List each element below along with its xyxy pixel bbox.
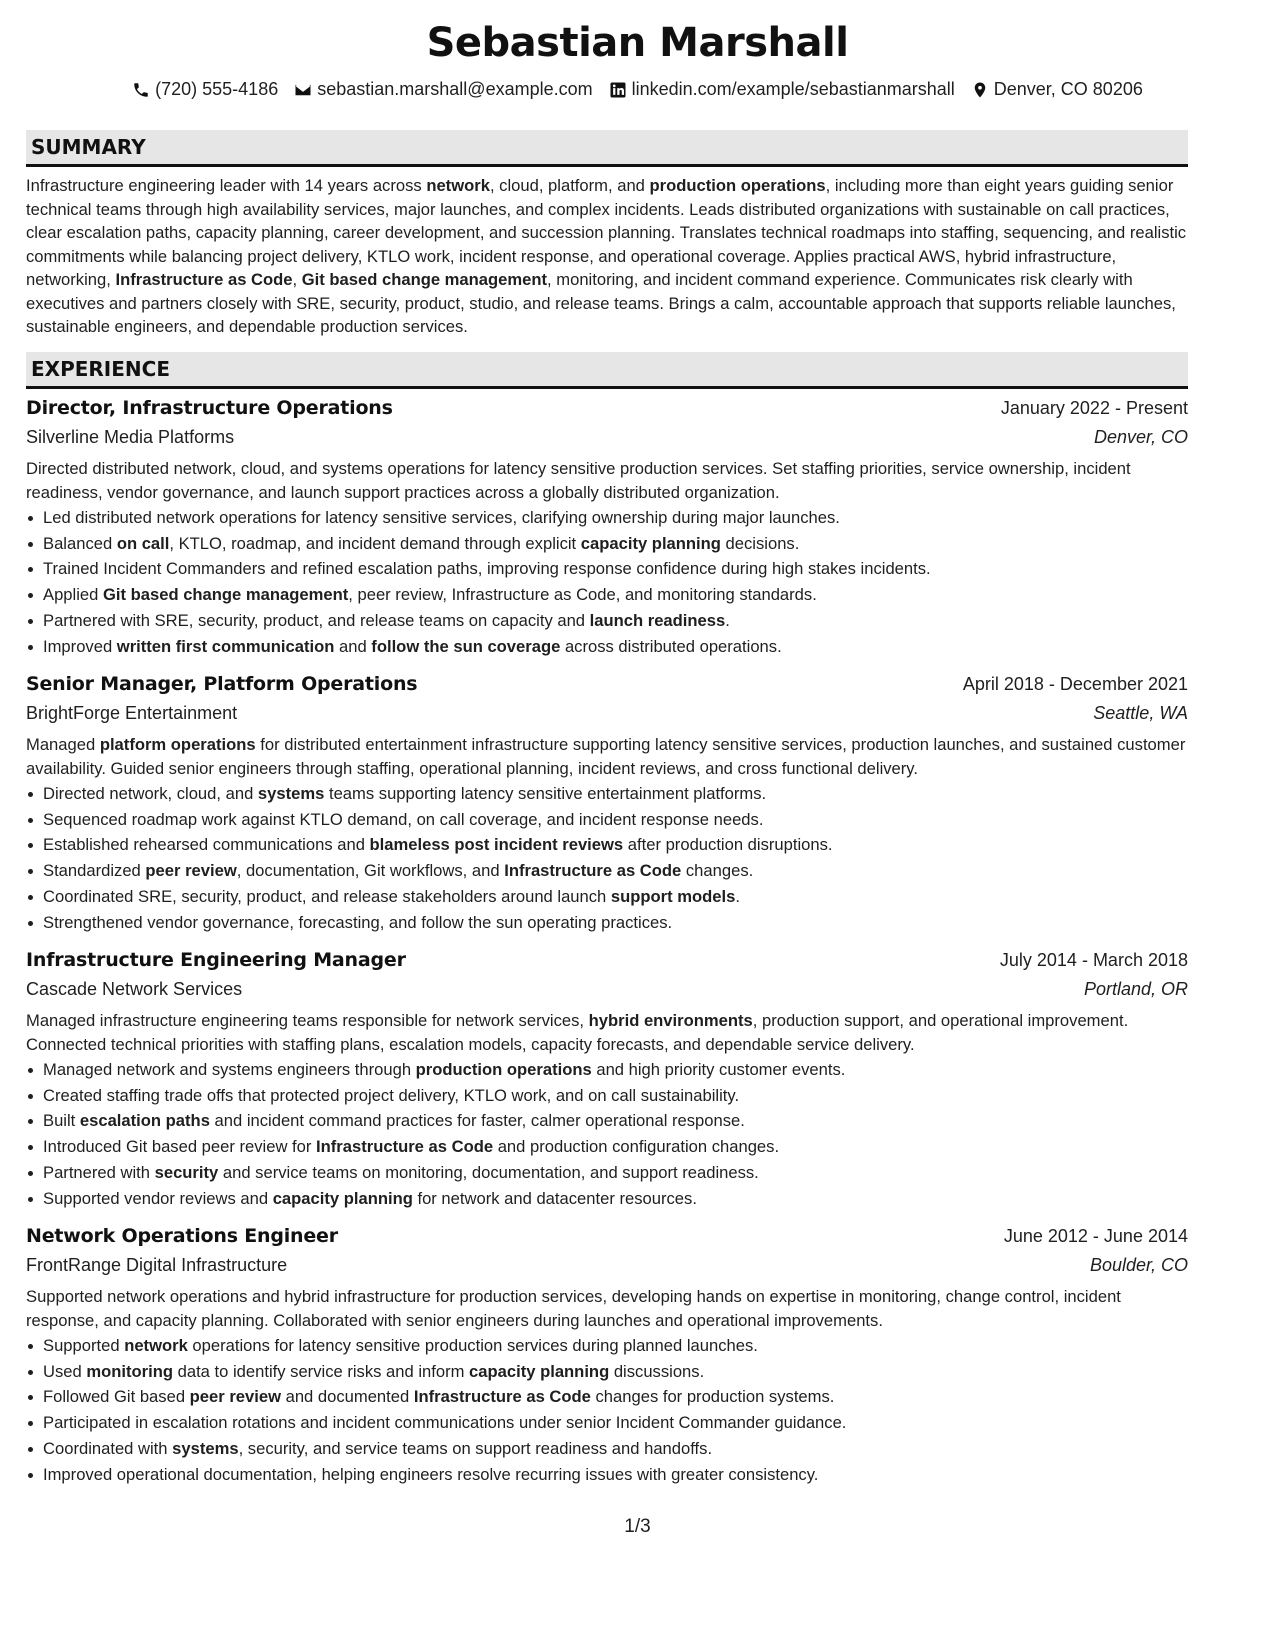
- company-name: Silverline Media Platforms: [26, 427, 235, 447]
- summary-text: [26, 174, 1188, 339]
- text-run: Partnered with SRE, security, product, and release teams on capacity and: [43, 610, 590, 630]
- emphasis-text: support models: [610, 886, 736, 906]
- job-description: [26, 1285, 1188, 1332]
- emphasis-text: network: [426, 176, 490, 195]
- bullet-item: [26, 582, 1188, 608]
- bullet-item: [26, 1384, 1188, 1410]
- text-run: , peer review, Infrastructure as Code, and monitoring standards.: [348, 585, 817, 605]
- text-run: ,: [292, 270, 302, 289]
- job-title: Network Operations Engineer: [26, 1225, 338, 1247]
- emphasis-text: production operations: [415, 1060, 592, 1079]
- text-run: decisions.: [720, 533, 800, 553]
- text-run: Standardized: [43, 861, 146, 881]
- text-run: Led distributed network operations for latency sensitive services, clarifying ownership during major launches.: [43, 508, 840, 527]
- bullet-item: [26, 781, 1188, 807]
- job-title: Senior Manager, Platform Operations: [26, 673, 418, 695]
- text-run: changes.: [681, 861, 754, 881]
- contact-email[interactable]: [294, 79, 592, 100]
- text-run: Coordinated SRE, security, product, and release stakeholders around launch: [43, 886, 611, 906]
- page-number: 1/3: [624, 1516, 651, 1537]
- bullet-item: [26, 858, 1188, 884]
- job-location: Boulder, CO: [1089, 1255, 1188, 1275]
- bullet-item: [26, 1359, 1188, 1385]
- contact-phone: [132, 79, 278, 100]
- job-title: Director, Infrastructure Operations: [26, 397, 393, 419]
- text-run: , monitoring, and incident command experience. Communicates risk clearly with executives and partners closely with SRE, security, product, studio, and release teams. Brings a calm, accountable approach that supports reliable launches, sustainable engineers, and dependable production services.: [26, 270, 1176, 336]
- text-run: Strengthened vendor governance, forecasting, and follow the sun operating practices.: [43, 912, 673, 932]
- emphasis-text: Infrastructure as Code: [115, 270, 293, 289]
- text-run: , including more than eight years guiding senior technical teams through high availability services, major launches, and complex incidents. Leads distributed organizations with sustainable on call practices, clear escalation paths, capacity planning, career development, and succession planning. Translates technical roadmaps into staffing, sequencing, and realistic commitments while balancing project delivery, KTLO work, incident response, and operational coverage. Applies practical AWS, hybrid infrastructure, networking,: [26, 176, 1187, 289]
- bullet-item: [26, 1057, 1188, 1083]
- text-run: Applied: [43, 585, 103, 605]
- text-run: across distributed operations.: [560, 636, 782, 656]
- text-run: Built: [43, 1111, 80, 1131]
- bullet-list: [26, 781, 1188, 935]
- job-location: Denver, CO: [1093, 427, 1188, 447]
- text-run: and production configuration changes.: [493, 1137, 780, 1157]
- bullet-item: [26, 1436, 1188, 1462]
- text-run: Improved operational documentation, helping engineers resolve recurring issues with greater consistency.: [43, 1464, 819, 1484]
- text-run: , documentation, Git workflows, and: [236, 861, 505, 881]
- contact-bar: [0, 79, 1275, 100]
- bullet-item: [26, 832, 1188, 858]
- text-run: Created staffing trade offs that protected project delivery, KTLO work, and on call sustainability.: [43, 1085, 740, 1105]
- text-run: after production disruptions.: [623, 835, 833, 855]
- contact-linkedin[interactable]: [609, 79, 955, 100]
- text-run: Improved: [43, 636, 117, 656]
- job-description: [26, 1009, 1188, 1056]
- text-run: Balanced: [43, 533, 117, 553]
- job-dates: April 2018 - December 2021: [962, 674, 1188, 694]
- text-run: Supported: [43, 1336, 125, 1355]
- bullet-item: [26, 1462, 1188, 1488]
- text-run: Sequenced roadmap work against KTLO demand, on call coverage, and incident response needs.: [43, 809, 764, 829]
- text-run: discussions.: [609, 1361, 705, 1381]
- bullet-item: [26, 1108, 1188, 1134]
- job-location: Portland, OR: [1083, 979, 1188, 999]
- phone-icon: [132, 81, 150, 99]
- text-run: Introduced Git based peer review for: [43, 1137, 317, 1157]
- job-dates: July 2014 - March 2018: [999, 950, 1188, 970]
- job-description: [26, 733, 1188, 780]
- bullet-item: [26, 1410, 1188, 1436]
- text-run: data to identify service risks and inform: [173, 1361, 470, 1381]
- company-name: BrightForge Entertainment: [26, 703, 238, 723]
- company-name: Cascade Network Services: [26, 979, 243, 999]
- location-text: Denver, CO 80206: [993, 79, 1143, 99]
- phone-text: (720) 555-4186: [155, 79, 279, 99]
- text-run: Partnered with: [43, 1162, 155, 1182]
- emphasis-text: capacity planning: [469, 1361, 610, 1381]
- emphasis-text: Infrastructure as Code: [413, 1387, 591, 1407]
- job-title: Infrastructure Engineering Manager: [26, 949, 406, 971]
- emphasis-text: security: [154, 1162, 219, 1182]
- emphasis-text: on call: [116, 533, 170, 553]
- text-run: , KTLO, roadmap, and incident demand through explicit: [169, 533, 581, 553]
- job-dates: January 2022 - Present: [1000, 398, 1188, 418]
- text-run: , cloud, platform, and: [489, 176, 650, 195]
- text-run: and: [334, 636, 372, 656]
- contact-location: [971, 79, 1143, 100]
- text-run: .: [735, 886, 740, 906]
- text-run: teams supporting latency sensitive entertainment platforms.: [324, 784, 767, 803]
- emphasis-text: monitoring: [86, 1361, 173, 1381]
- bullet-item: [26, 608, 1188, 634]
- text-run: Managed infrastructure engineering teams responsible for network services,: [26, 1011, 589, 1030]
- bullet-item: [26, 556, 1188, 582]
- bullet-item: [26, 1333, 1188, 1359]
- text-run: Directed distributed network, cloud, and systems operations for latency sensitive production services. Set staffing priorities, service ownership, incident readiness, vendor governance, and launch support practices across a globally distributed organization.: [26, 459, 1131, 502]
- text-run: Directed network, cloud, and: [43, 784, 258, 803]
- text-run: Supported vendor reviews and: [43, 1188, 273, 1208]
- emphasis-text: hybrid environments: [588, 1011, 753, 1030]
- emphasis-text: network: [124, 1336, 188, 1355]
- experience-entry: [26, 949, 1188, 1211]
- text-run: .: [725, 610, 730, 630]
- emphasis-text: capacity planning: [580, 533, 721, 553]
- candidate-name: Sebastian Marshall: [426, 20, 849, 66]
- emphasis-text: Git based change management: [301, 270, 548, 289]
- emphasis-text: systems: [257, 784, 325, 803]
- text-run: Infrastructure engineering leader with 14 years across: [26, 176, 427, 195]
- text-run: and service teams on monitoring, documentation, and support readiness.: [218, 1162, 759, 1182]
- text-run: Established rehearsed communications and: [43, 835, 370, 855]
- text-run: Participated in escalation rotations and incident communications under senior Incident Commander guidance.: [43, 1413, 847, 1433]
- envelope-icon: [294, 81, 312, 99]
- emphasis-text: production operations: [649, 176, 826, 195]
- emphasis-text: Infrastructure as Code: [504, 861, 682, 881]
- emphasis-text: Infrastructure as Code: [316, 1137, 494, 1157]
- bullet-item: [26, 884, 1188, 910]
- emphasis-text: escalation paths: [79, 1111, 210, 1131]
- text-run: Supported network operations and hybrid infrastructure for production services, developing hands on expertise in monitoring, change control, incident response, and capacity planning. Collaborated with senior engineers during launches and operational improvements.: [26, 1287, 1121, 1330]
- text-run: and incident command practices for faster, calmer operational response.: [209, 1111, 745, 1131]
- emphasis-text: systems: [172, 1438, 239, 1458]
- linkedin-link[interactable]: linkedin.com/example/sebastianmarshall: [631, 79, 955, 99]
- text-run: and documented: [280, 1387, 414, 1407]
- job-description: [26, 457, 1188, 504]
- bullet-list: [26, 1057, 1188, 1211]
- bullet-item: [26, 910, 1188, 936]
- email-link[interactable]: sebastian.marshall@example.com: [317, 79, 593, 99]
- emphasis-text: written first communication: [116, 636, 335, 656]
- text-run: Coordinated with: [43, 1438, 173, 1458]
- emphasis-text: capacity planning: [272, 1188, 413, 1208]
- summary-section-header: SUMMARY: [26, 130, 1188, 167]
- text-run: Used: [43, 1361, 87, 1381]
- bullet-list: [26, 505, 1188, 659]
- emphasis-text: follow the sun coverage: [371, 636, 561, 656]
- company-name: FrontRange Digital Infrastructure: [26, 1255, 288, 1275]
- text-run: for distributed entertainment infrastructure supporting latency sensitive services, production launches, and sustained customer availability. Guided senior engineers through staffing, operational planning, incident reviews, and cross functional delivery.: [26, 735, 1186, 778]
- text-run: changes for production systems.: [590, 1387, 835, 1407]
- experience-entry: [26, 673, 1188, 935]
- job-location: Seattle, WA: [1093, 703, 1188, 723]
- emphasis-text: platform operations: [99, 735, 256, 754]
- text-run: Trained Incident Commanders and refined escalation paths, improving response confidence during high stakes incidents.: [43, 559, 931, 579]
- bullet-item: [26, 1083, 1188, 1109]
- text-run: Followed Git based: [43, 1387, 190, 1407]
- bullet-item: [26, 1160, 1188, 1186]
- map-pin-icon: [971, 81, 989, 99]
- emphasis-text: blameless post incident reviews: [369, 835, 624, 855]
- text-run: and high priority customer events.: [591, 1060, 846, 1079]
- experience-entry: [26, 397, 1188, 659]
- text-run: for network and datacenter resources.: [412, 1188, 697, 1208]
- text-run: Managed network and systems engineers through: [43, 1060, 416, 1079]
- bullet-item: [26, 531, 1188, 557]
- experience-entry: [26, 1225, 1188, 1487]
- job-dates: June 2012 - June 2014: [1003, 1226, 1188, 1246]
- text-run: operations for latency sensitive production services during planned launches.: [187, 1336, 758, 1355]
- bullet-list: [26, 1333, 1188, 1487]
- bullet-item: [26, 1134, 1188, 1160]
- bullet-item: [26, 634, 1188, 660]
- emphasis-text: launch readiness: [589, 610, 726, 630]
- text-run: Managed: [26, 735, 100, 754]
- bullet-item: [26, 1186, 1188, 1212]
- bullet-item: [26, 807, 1188, 833]
- emphasis-text: peer review: [189, 1387, 281, 1407]
- text-run: , production support, and operational improvement. Connected technical priorities with staffing plans, escalation models, capacity forecasts, and dependable service delivery.: [26, 1011, 1129, 1054]
- bullet-item: [26, 505, 1188, 531]
- text-run: , security, and service teams on support readiness and handoffs.: [238, 1438, 713, 1458]
- emphasis-text: peer review: [145, 861, 237, 881]
- linkedin-icon: [609, 81, 627, 99]
- emphasis-text: Git based change management: [102, 585, 349, 605]
- experience-section-header: EXPERIENCE: [26, 352, 1188, 389]
